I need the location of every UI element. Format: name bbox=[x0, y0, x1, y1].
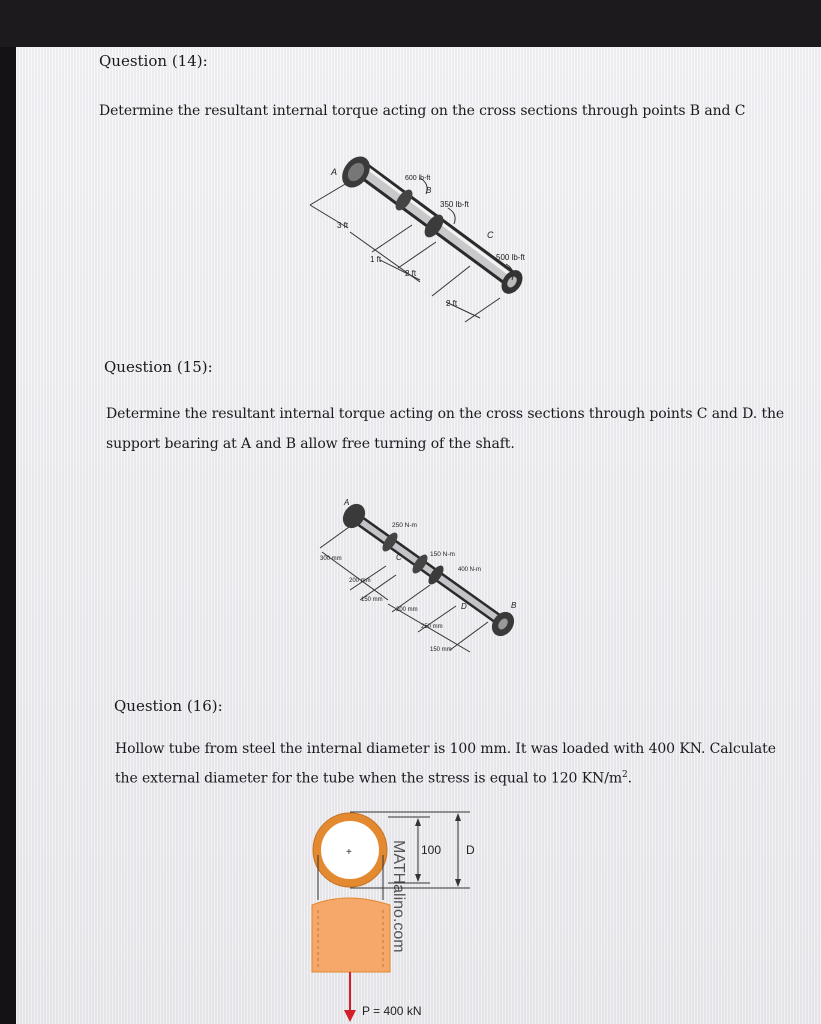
q14-dim-2: 1 ft bbox=[370, 255, 382, 264]
q14-label-b: B bbox=[426, 186, 432, 195]
q15-torque-3: 400 N-m bbox=[458, 567, 482, 573]
q15-label-b: B bbox=[511, 601, 517, 610]
q14-torque-2: 350 lb-ft bbox=[440, 200, 469, 209]
q15-label-c: C bbox=[396, 553, 402, 562]
q16-text-line1: Hollow tube from steel the internal diameter is 100 mm. It was loaded with 400 KN. Calculate bbox=[115, 741, 776, 757]
q15-text-line2: support bearing at A and B allow free turning of the shaft. bbox=[106, 436, 515, 452]
q16-watermark: MATHalino.com bbox=[390, 840, 407, 953]
q16-plus-sign: + bbox=[346, 847, 352, 858]
q16-outer-diameter-label: D bbox=[466, 843, 475, 857]
q16-inner-diameter-label: 100 bbox=[421, 843, 442, 857]
q14-heading: Question (14): bbox=[99, 52, 208, 70]
q15-heading: Question (15): bbox=[104, 358, 213, 376]
q16-heading: Question (16): bbox=[114, 697, 223, 715]
q16-load-label: P = 400 kN bbox=[362, 1004, 422, 1018]
q15-torque-1: 250 N-m bbox=[392, 522, 417, 529]
q15-dim-4: 200 mm bbox=[396, 607, 418, 613]
q15-label-d: D bbox=[461, 602, 467, 611]
q15-dim-3: 150 mm bbox=[361, 597, 383, 603]
q14-dim-3: 2 ft bbox=[405, 269, 417, 278]
q15-dim-1: 300 mm bbox=[320, 556, 342, 562]
q14-label-a: A bbox=[331, 167, 338, 177]
q15-torque-2: 150 N-m bbox=[430, 551, 455, 558]
q14-dim-4: 2 ft bbox=[446, 299, 458, 308]
q16-text-line2: the external diameter for the tube when the stress is equal to 120 $KN/m^2$. bbox=[115, 770, 632, 787]
q15-dim-5: 250 mm bbox=[421, 624, 443, 630]
q14-torque-3: 500 lb-ft bbox=[496, 253, 525, 262]
q15-dim-6: 150 mm bbox=[430, 647, 452, 653]
q14-dim-1: 3 ft bbox=[337, 221, 349, 230]
q14-label-c: C bbox=[487, 230, 494, 240]
q15-text-line1: Determine the resultant internal torque acting on the cross sections through points C and D. the bbox=[106, 406, 785, 422]
q16-tube-body bbox=[312, 898, 390, 972]
q15-label-a: A bbox=[344, 498, 350, 507]
q15-dim-2: 200 mm bbox=[349, 578, 371, 584]
q14-torque-1: 600 lb-ft bbox=[405, 175, 431, 182]
q14-text: Determine the resultant internal torque acting on the cross sections through points B and C bbox=[99, 103, 746, 119]
